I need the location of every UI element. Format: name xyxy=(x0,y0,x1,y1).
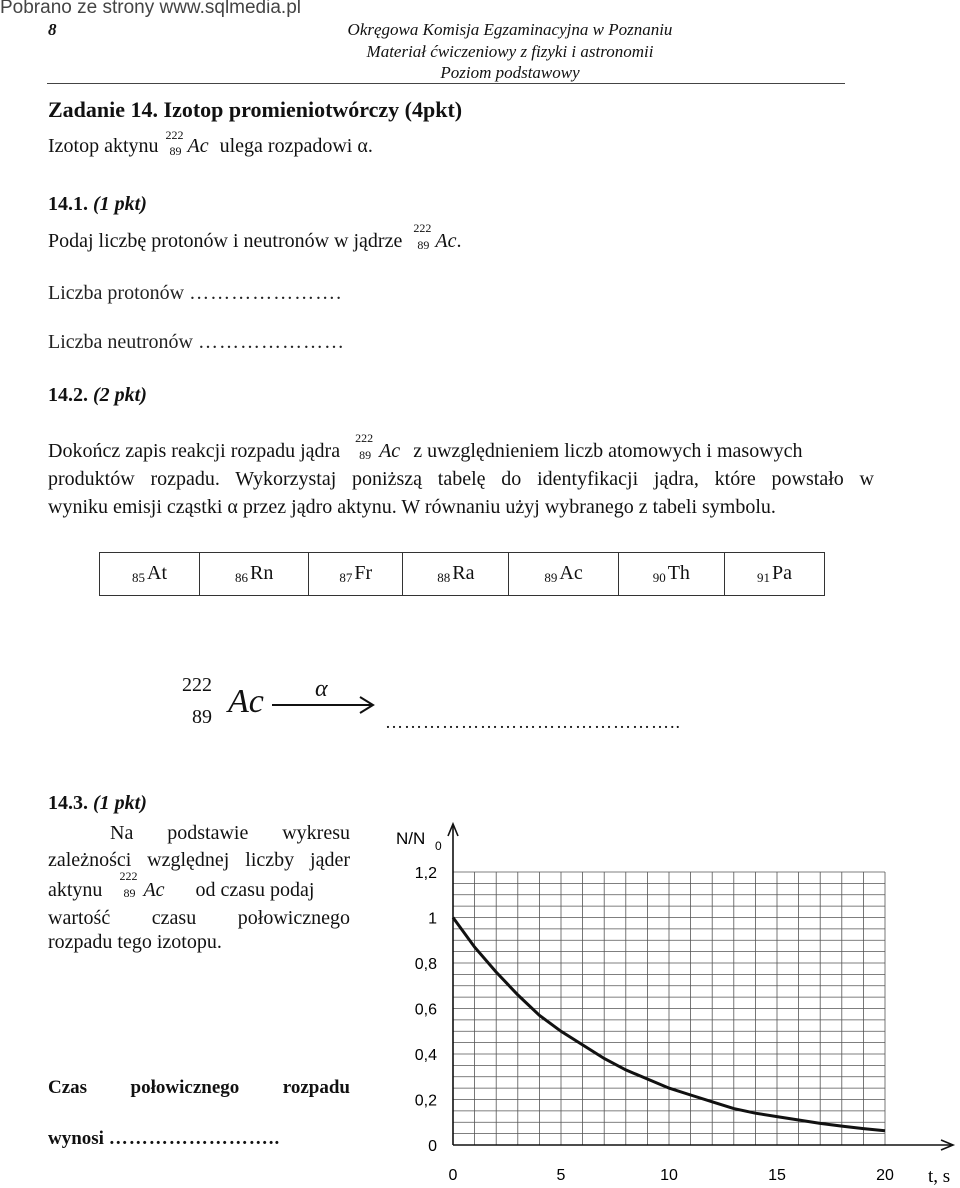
neutrons-label: Liczba neutronów xyxy=(48,331,193,353)
q3-line4: wartość czasu połowicznego xyxy=(48,907,350,929)
q1-points: (1 pkt) xyxy=(93,193,147,215)
element-symbol: Ac xyxy=(559,562,583,584)
nuclide-letters: Ac xyxy=(435,230,457,252)
q2-points: (2 pkt) xyxy=(93,384,147,406)
y-tick-label: 0,4 xyxy=(414,1047,437,1064)
x-tick-label: 20 xyxy=(876,1167,894,1184)
y-tick-label: 0 xyxy=(428,1138,437,1155)
header-subject: Materiał ćwiczeniowy z fizyki i astronomii xyxy=(366,42,654,61)
q3-line3-after: od czasu podaj xyxy=(195,879,315,901)
q3-answer-dots[interactable]: …………………….. xyxy=(108,1128,281,1149)
q3-line2: zależności względnej liczby jąder xyxy=(48,849,350,871)
q3-line1: Na podstawie wykresu xyxy=(110,822,350,844)
nuclide-atomic: 89 xyxy=(417,238,430,252)
element-symbol: Fr xyxy=(354,562,373,584)
q2-line1-after: z uwzględnieniem liczb atomowych i masowych xyxy=(413,440,803,462)
nuclide-atomic: 89 xyxy=(359,448,372,462)
q1-prompt-text: Podaj liczbę protonów i neutronów w jądrze xyxy=(48,230,403,252)
reaction-symbol: Ac xyxy=(228,683,264,720)
task-title: Zadanie 14. Izotop promieniotwórczy (4pkt) xyxy=(48,97,463,122)
q3-number: 14.3. xyxy=(48,792,88,814)
protons-dots[interactable]: …………………. xyxy=(189,282,343,304)
x-tick-label: 5 xyxy=(556,1167,566,1184)
nuclide-mass: 222 xyxy=(413,221,432,235)
chart-ylabel-sub: 0 xyxy=(435,839,442,853)
element-atomic-number: 86 xyxy=(235,570,249,585)
element-atomic-number: 88 xyxy=(437,570,451,585)
element-atomic-number: 85 xyxy=(132,570,146,585)
watermark: Pobrano ze strony www.sqlmedia.pl xyxy=(0,0,301,18)
header-institution: Okręgowa Komisja Egzaminacyjna w Poznaniu xyxy=(347,20,673,39)
reaction-mass: 222 xyxy=(182,674,212,696)
x-tick-label: 0 xyxy=(448,1167,458,1184)
element-symbol: At xyxy=(147,562,168,584)
chart-xlabel: t, s xyxy=(928,1166,951,1187)
nuclide-atomic: 89 xyxy=(123,886,136,900)
nuclide-atomic: 89 xyxy=(169,144,182,158)
q2-line1-before: Dokończ zapis reakcji rozpadu jądra xyxy=(48,440,341,462)
nuclide-letters: Ac xyxy=(187,135,209,157)
protons-label: Liczba protonów xyxy=(48,282,185,304)
neutrons-dots[interactable]: ………………… xyxy=(197,331,345,353)
element-atomic-number: 87 xyxy=(339,570,353,585)
header-level: Poziom podstawowy xyxy=(440,63,580,82)
y-tick-label: 0,6 xyxy=(414,1001,437,1019)
chart-axes xyxy=(448,824,953,1150)
element-symbol: Ra xyxy=(452,562,475,584)
chart-ticks xyxy=(415,865,894,1184)
task-intro-before: Izotop aktynu xyxy=(48,135,159,157)
nuclide-mass: 222 xyxy=(355,431,374,445)
x-tick-label: 10 xyxy=(660,1167,678,1184)
q1-number: 14.1. xyxy=(48,193,88,215)
nuclide-letters: Ac xyxy=(379,440,401,462)
q3-points: (1 pkt) xyxy=(93,792,147,814)
element-symbol: Pa xyxy=(771,562,792,584)
task-intro-after: ulega rozpadowi α. xyxy=(219,135,373,157)
q3-answer-label: Czas połowicznego rozpadu xyxy=(48,1077,350,1098)
reaction-product-dots[interactable]: ……………………………………….. xyxy=(385,712,681,732)
element-atomic-number: 89 xyxy=(544,570,558,585)
q2-line3: wyniku emisji cząstki α przez jądro aktynu. W równaniu użyj wybranego z tabeli symbolu. xyxy=(48,496,776,518)
nuclide-mass: 222 xyxy=(119,869,138,883)
chart-grid xyxy=(453,872,885,1145)
q3-line3-before: aktynu xyxy=(48,879,103,901)
q1-prompt-period: . xyxy=(456,230,462,252)
q3-answer-prefix: wynosi xyxy=(48,1128,104,1149)
y-tick-label: 1 xyxy=(428,910,437,928)
element-symbol: Th xyxy=(667,562,690,584)
y-tick-label: 0,8 xyxy=(414,956,437,973)
y-tick-label: 0,2 xyxy=(414,1092,437,1110)
element-symbol: Rn xyxy=(250,562,274,584)
reaction-atomic: 89 xyxy=(192,706,212,728)
q3-line5: rozpadu tego izotopu. xyxy=(48,931,222,953)
reaction-particle: α xyxy=(315,676,328,702)
y-tick-label: 1,2 xyxy=(414,865,437,882)
element-atomic-number: 91 xyxy=(756,570,770,585)
q2-number: 14.2. xyxy=(48,384,88,406)
x-tick-label: 15 xyxy=(768,1167,786,1184)
nuclide-mass: 222 xyxy=(165,128,184,142)
chart-ylabel: N/N xyxy=(396,829,426,848)
q2-line2: produktów rozpadu. Wykorzystaj poniższą tabelę do identyfikacji jądra, które powstało w xyxy=(48,468,874,490)
element-atomic-number: 90 xyxy=(652,570,666,585)
page-number: 8 xyxy=(48,20,57,39)
nuclide-letters: Ac xyxy=(143,879,165,901)
